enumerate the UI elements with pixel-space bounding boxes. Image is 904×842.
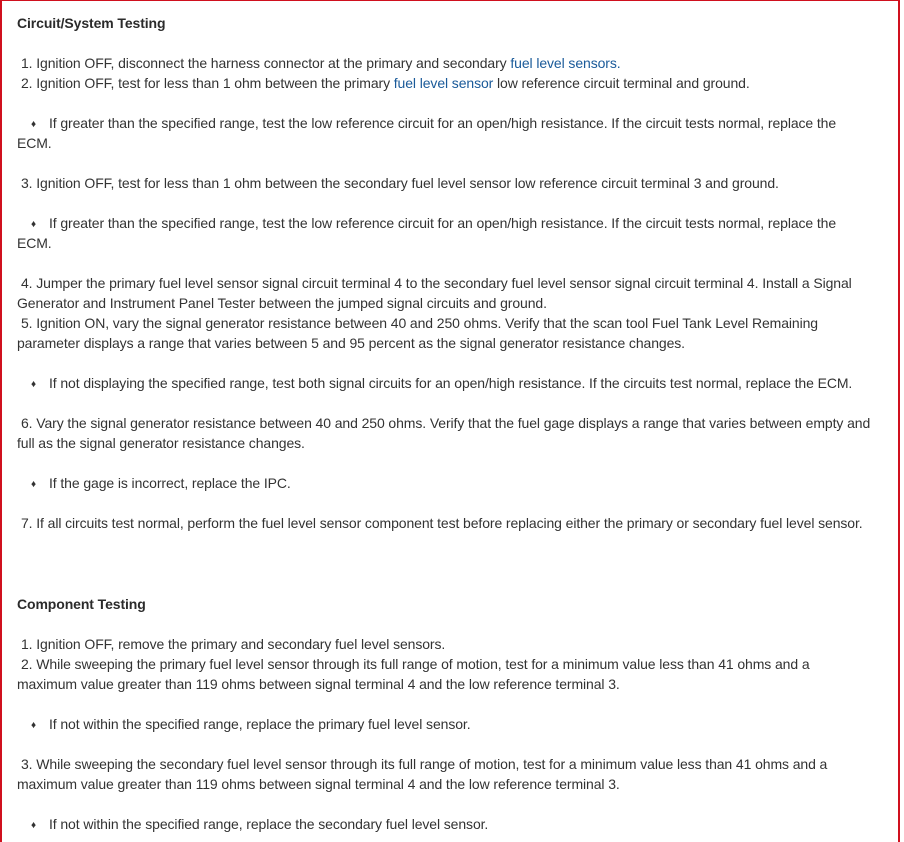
component-step-3-continued: maximum value greater than 119 ohms between signal terminal 4 and the low reference terminal 3. [17,776,620,792]
component-bullet-1-text: If not within the specified range, replace the primary fuel level sensor. [49,716,471,732]
circuit-bullet-1-continued: ECM. [17,135,52,151]
bullet-icon: ♦ [31,820,37,831]
circuit-bullet-4 [31,473,291,495]
circuit-step-4-continued: Generator and Instrument Panel Tester between the jumped signal circuits and ground. [17,295,547,311]
circuit-step-3: 3. Ignition OFF, test for less than 1 ohm between the secondary fuel level sensor low reference circuit terminal 3 and ground. [21,175,779,191]
component-bullet-2 [31,814,488,836]
component-step-1: 1. Ignition OFF, remove the primary and secondary fuel level sensors. [21,636,446,652]
circuit-step-6: 6. Vary the signal generator resistance between 40 and 250 ohms. Verify that the fuel gage displays a range that varies between empty and [21,415,871,431]
circuit-step-2 [21,73,750,93]
component-step-2: 2. While sweeping the primary fuel level sensor through its full range of motion, test for a minimum value less than 41 ohms and a [21,656,810,672]
circuit-step-2-text: 2. Ignition OFF, test for less than 1 ohm between the primary [21,75,394,91]
fuel-level-sensor-link[interactable]: fuel level sensor [393,75,494,91]
circuit-bullet-2-continued: ECM. [17,235,52,251]
component-testing-heading: Component Testing [17,596,146,612]
bullet-icon: ♦ [31,379,37,390]
circuit-step-7: 7. If all circuits test normal, perform the fuel level sensor component test before replacing either the primary or secondary fuel level sensor. [21,515,863,531]
bullet-icon: ♦ [31,720,37,731]
circuit-bullet-1 [31,113,836,135]
component-step-2-continued: maximum value greater than 119 ohms between signal terminal 4 and the low reference terminal 3. [17,676,620,692]
circuit-step-1-text: 1. Ignition OFF, disconnect the harness connector at the primary and secondary [21,55,511,71]
circuit-step-6-continued: full as the signal generator resistance changes. [17,435,305,451]
component-step-3: 3. While sweeping the secondary fuel level sensor through its full range of motion, test for a minimum value less than 41 ohms and a [21,756,828,772]
fuel-level-sensors-link[interactable]: fuel level sensors. [510,55,621,71]
component-bullet-2-text: If not within the specified range, replace the secondary fuel level sensor. [49,816,489,832]
circuit-bullet-3 [31,373,852,395]
circuit-bullet-1-text: If greater than the specified range, test the low reference circuit for an open/high resistance. If the circuit tests normal, replace the [49,115,837,131]
circuit-step-4: 4. Jumper the primary fuel level sensor signal circuit terminal 4 to the secondary fuel level sensor signal circuit terminal 4. Install a Signal [21,275,852,291]
circuit-step-1 [21,53,621,73]
circuit-step-5-continued: parameter displays a range that varies between 5 and 95 percent as the signal generator resistance changes. [17,335,685,351]
bullet-icon: ♦ [31,219,37,230]
circuit-bullet-3-text: If not displaying the specified range, test both signal circuits for an open/high resistance. If the circuits test normal, replace the ECM. [49,375,853,391]
bullet-icon: ♦ [31,119,37,130]
bullet-icon: ♦ [31,479,37,490]
circuit-step-5: 5. Ignition ON, vary the signal generator resistance between 40 and 250 ohms. Verify that the scan tool Fuel Tank Level Remaining [21,315,818,331]
circuit-bullet-2 [31,213,836,235]
circuit-step-2-text-end: low reference circuit terminal and ground. [493,75,750,91]
circuit-system-testing-heading: Circuit/System Testing [17,15,166,31]
component-bullet-1 [31,714,471,736]
circuit-bullet-4-text: If the gage is incorrect, replace the IPC. [49,475,291,491]
circuit-bullet-2-text: If greater than the specified range, test the low reference circuit for an open/high resistance. If the circuit tests normal, replace the [49,215,837,231]
